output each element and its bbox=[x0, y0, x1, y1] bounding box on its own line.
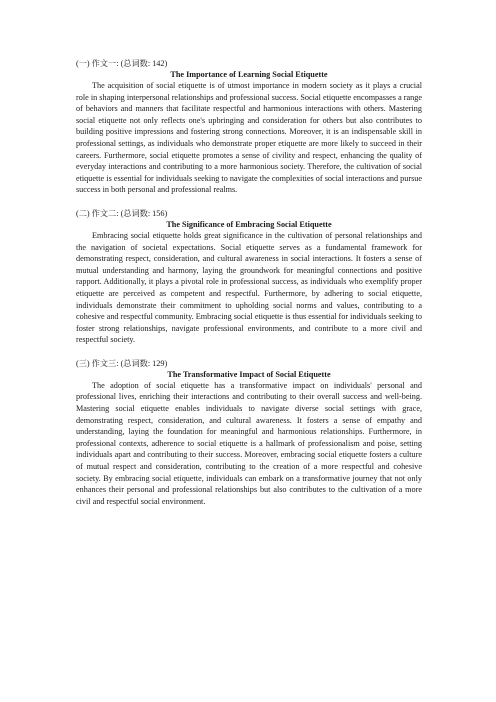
essay-header: (三) 作文三: (总词数: 129) bbox=[76, 358, 168, 368]
essay-title: The Transformative Impact of Social Etiquette bbox=[167, 369, 331, 379]
essay-body: The adoption of social etiquette has a transformative impact on individuals' personal and professional lives, enriching their interactions and contributing to their overall success and well-being. Mastering social etiquette enables individuals to navigate diverse social settings with grace, demonstrating respect, consideration, and cultural awareness. It fosters a sense of empathy and understanding, laying the foundation for meaningful and harmonious relationships. Furthermore, in professional contexts, adherence to social etiquette is a hallmark of professionalism and poise, setting individuals apart and contributing to their success. Moreover, embracing social etiquette fosters a culture of mutual respect and consideration, contributing to the creation of a more respectful and cohesive society. By embracing social etiquette, individuals can embark on a transformative journey that not only enhances their personal and professional relationships but also contributes to the cultivation of a more civil and respectful social environment. bbox=[76, 380, 422, 506]
document-page bbox=[76, 58, 422, 519]
essay-header: (二) 作文二: (总词数: 156) bbox=[76, 208, 168, 218]
essay-body: The acquisition of social etiquette is of utmost importance in modern society as it plays a crucial role in shaping interpersonal relationships and professional success. Social etiquette encompasses a range of behaviors and manners that facilitate respectful and harmonious interactions with others. Mastering social etiquette not only reflects one's upbringing and consideration for others but also contributes to building positive impressions and fostering strong connections. Moreover, it is an indispensable skill in professional settings, as individuals who demonstrate proper etiquette are more likely to succeed in their careers. Furthermore, social etiquette promotes a sense of civility and respect, enhancing the quality of everyday interactions and contributing to a more harmonious society. Therefore, the cultivation of social etiquette is essential for individuals seeking to navigate the complexities of social interactions and pursue success in both personal and professional realms. bbox=[76, 81, 422, 195]
essay-body: Embracing social etiquette holds great significance in the cultivation of personal relationships and the navigation of societal expectations. Social etiquette serves as a fundamental framework for demonstrating respect, consideration, and cultural awareness in social interactions. It fosters a sense of mutual understanding and harmony, laying the groundwork for meaningful connections and positive rapport. Additionally, it plays a pivotal role in professional success, as individuals who exemplify proper etiquette are perceived as competent and respectful. Furthermore, by adhering to social etiquette, individuals demonstrate their commitment to upholding social norms and values, contributing to a cohesive and respectful community. Embracing social etiquette is thus essential for individuals seeking to foster strong relationships, navigate professional environments, and contribute to a more civil and respectful society. bbox=[76, 230, 422, 345]
essay-1 bbox=[76, 58, 422, 196]
essay-2 bbox=[76, 208, 422, 346]
essay-title: The Importance of Learning Social Etiquette bbox=[170, 70, 328, 79]
essay-title: The Significance of Embracing Social Etiquette bbox=[166, 219, 332, 229]
essay-3 bbox=[76, 358, 422, 508]
essay-header: (一) 作文一: (总词数: 142) bbox=[76, 59, 168, 68]
